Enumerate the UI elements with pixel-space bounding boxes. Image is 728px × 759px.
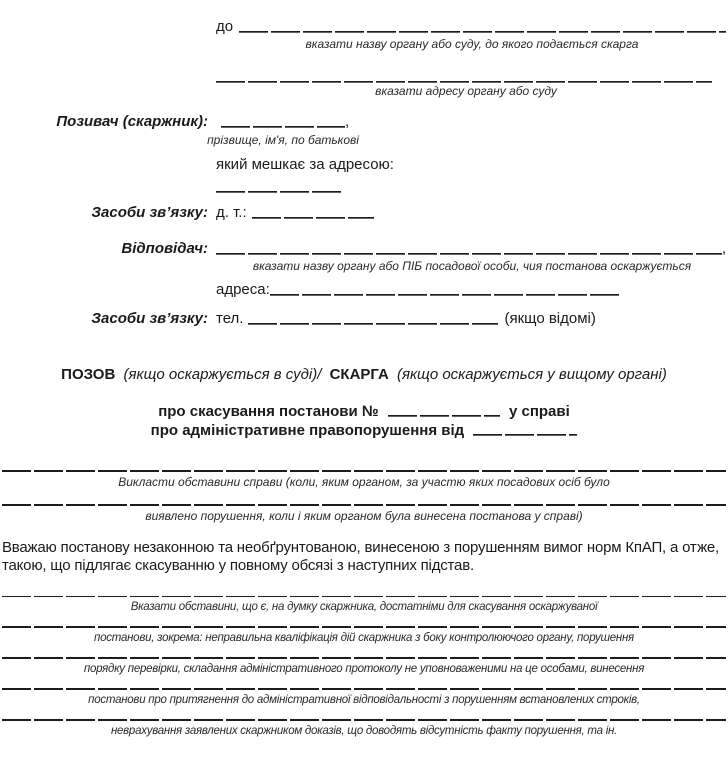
home-phone-prefix: д. т.: [216,204,247,221]
ground-caption-row [2,694,726,706]
subtitle1-prefix: про скасування постанови № [158,403,379,420]
facts-blank-line-1 [2,470,726,472]
residence-blank-row [2,178,726,191]
plaintiff-name-blank [221,115,345,128]
facts-blank-line-2 [2,504,726,506]
defendant-address-row [2,281,726,297]
facts-caption-row-2 [2,510,726,522]
court-caption: вказати назву органу або суду, до якого подається скарга [305,37,639,51]
subtitle1-suffix: у справі [508,403,570,420]
defendant-contacts-row [2,310,726,326]
residence-text: який мешкає за адресою: [216,156,394,173]
document-title [2,366,726,383]
ground-caption: неврахування заявлених скаржником доказів, що доводять відсутність факту порушення, та ін. [110,724,618,737]
defendant-address-prefix: адреса: [216,281,270,298]
plaintiff-name-caption: прізвище, ім'я, по батькові [207,133,359,147]
facts-caption-row-1 [2,476,726,488]
court-address-caption-row [2,85,726,97]
ground-line [2,596,726,614]
facts-section [2,470,726,576]
phone-blank [248,312,498,325]
facts-caption-1: Викласти обставини справи (коли, яким органом, за участю яких посадових осіб було [118,474,610,489]
ground-caption-row [2,725,726,737]
defendant-row [2,240,726,256]
defendant-comma: , [721,240,726,257]
subtitle-line-1 [2,402,726,421]
grounds-section [2,596,726,737]
resolution-number-blank [388,404,500,417]
court-address-row [2,68,726,81]
to-prefix: до [216,18,234,35]
ground-caption-row [2,632,726,644]
ground-line [2,657,726,675]
subtitle2-prefix: про адміністративне правопорушення від [150,422,465,439]
ground-blank-line [2,688,726,690]
ground-blank-line [2,626,726,628]
subtitle-line-2 [2,421,726,440]
ground-line [2,626,726,644]
court-address-caption: вказати адресу органу або суду [375,84,557,98]
complaint-form-document [0,18,728,759]
title-complaint-word: СКАРГА [329,366,389,383]
residence-address-blank [216,180,344,193]
defendant-contacts-label: Засоби зв’язку: [91,310,208,327]
ground-caption-row [2,663,726,675]
phone-suffix: (якщо відомі) [504,310,596,327]
plaintiff-name-caption-row [207,133,359,147]
statement-paragraph: Вважаю постанову незаконною та необґрунтованою, винесеною з порушенням вимог норм КпАП, а отже, такою, що підлягає скасуванню у повному обсязі з наступних підстав. [2,538,720,575]
ground-line [2,719,726,737]
court-address-blank [216,70,712,83]
defendant-caption: вказати назву органу або ПІБ посадової особи, чия постанова оскаржується [252,259,692,273]
home-phone-blank [252,206,374,219]
plaintiff-contacts-label: Засоби зв’язку: [91,204,208,221]
ground-caption: порядку перевірки, складання адміністративного протоколу не уповноваженими на це особами, винесення [83,662,645,675]
plaintiff-label: Позивач (скаржник): [56,113,208,130]
court-caption-row [2,38,726,50]
ground-caption: постанови про притягнення до адміністративної відповідальності з порушенням встановлених строків, [88,693,640,706]
facts-caption-2: виявлено порушення, коли і яким органом була винесена постанова у справі) [145,508,583,523]
ground-blank-line [2,596,726,598]
ground-blank-line [2,719,726,721]
document-subtitle [2,402,726,440]
ground-blank-line [2,657,726,659]
ground-caption: Вказати обставини, що є, на думку скаржника, достатніми для скасування оскаржуваної [130,601,598,614]
defendant-name-blank [216,242,722,255]
plaintiff-row [2,113,726,129]
plaintiff-comma: , [345,113,350,130]
title-claim-word: ПОЗОВ [61,366,116,383]
title-complaint-note: (якщо оскаржується у вищому органі) [396,366,667,383]
plaintiff-contacts-row [2,204,726,220]
court-row [2,18,726,34]
defendant-label: Відповідач: [121,240,208,257]
resolution-date-blank [473,423,577,436]
ground-line [2,688,726,706]
title-claim-note: (якщо оскаржується в суді)/ [123,366,322,383]
ground-caption: постанови, зокрема: неправильна кваліфікація дій скаржника з боку контролюючого органу, порушення [94,632,634,645]
phone-prefix: тел. [216,310,244,327]
residence-row [2,157,726,172]
court-name-blank [239,20,726,33]
defendant-caption-row [2,260,726,272]
defendant-address-blank [270,283,622,296]
ground-caption-row [2,601,726,613]
